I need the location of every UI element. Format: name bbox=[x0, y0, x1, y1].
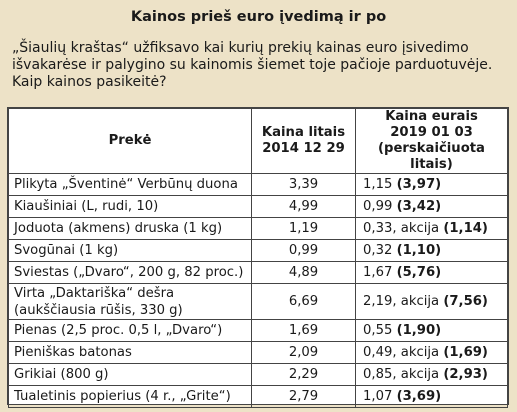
sale-note: akcija bbox=[400, 221, 440, 236]
converted-litai-value: (2,93) bbox=[443, 367, 488, 382]
price-litai-cell: 3,39 bbox=[252, 174, 356, 196]
price-eur-value: 1,67 bbox=[363, 265, 393, 280]
article-title: Kainos prieš euro įvedimą ir po bbox=[130, 9, 387, 25]
table-row bbox=[9, 386, 508, 408]
table-row bbox=[9, 196, 508, 218]
price-litai-cell: 4,99 bbox=[252, 196, 356, 218]
header-litai-date: 2014 12 29 bbox=[262, 141, 345, 156]
price-eur-cell bbox=[356, 218, 508, 240]
converted-litai-value: (3,42) bbox=[396, 199, 442, 214]
converted-litai-value: (3,97) bbox=[396, 177, 442, 192]
price-eur-cell bbox=[356, 364, 508, 386]
table-row bbox=[9, 240, 508, 262]
price-eur-value: 0,85, bbox=[363, 367, 397, 382]
header-eur-note: (perskaičiuota litais) bbox=[378, 141, 485, 172]
price-litai-cell: 2,29 bbox=[252, 364, 356, 386]
sale-note: akcija bbox=[400, 294, 440, 309]
product-cell: Sviestas („Dvaro“, 200 g, 82 proc.) bbox=[9, 262, 252, 284]
converted-litai-value: (1,10) bbox=[396, 243, 442, 258]
product-cell: Kiaušiniai (L, rudi, 10) bbox=[9, 196, 252, 218]
price-litai-cell: 1,69 bbox=[252, 320, 356, 342]
header-litai-label: Kaina litais bbox=[261, 125, 346, 140]
converted-litai-value: (5,76) bbox=[396, 265, 442, 280]
table-row bbox=[9, 284, 508, 320]
price-eur-value: 1,07 bbox=[363, 389, 393, 404]
price-eur-value: 0,55 bbox=[363, 323, 393, 338]
header-eur bbox=[356, 109, 508, 174]
price-eur-cell bbox=[356, 174, 508, 196]
price-eur-cell bbox=[356, 262, 508, 284]
converted-litai-value: (7,56) bbox=[443, 294, 488, 309]
price-eur-value: 0,99 bbox=[363, 199, 393, 214]
converted-litai-value: (1,69) bbox=[443, 345, 488, 360]
price-litai-cell: 1,19 bbox=[252, 218, 356, 240]
header-litai bbox=[252, 109, 356, 174]
table-row bbox=[9, 262, 508, 284]
table-header-row bbox=[9, 109, 508, 174]
price-litai-cell: 2,09 bbox=[252, 342, 356, 364]
intro-text: „Šiaulių kraštas“ užfiksavo kai kurių prekių kainas euro įsivedimo išvakarėse ir palygino su kainomis šiemet toje pačioje parduotuvėje. Kaip kainos pasikeitė? bbox=[12, 40, 493, 90]
converted-litai-value: (3,69) bbox=[396, 389, 442, 404]
product-cell: Pieniškas batonas bbox=[9, 342, 252, 364]
product-cell: Tualetinis popierius (4 r., „Grite“) bbox=[9, 386, 252, 408]
price-eur-value: 0,49, bbox=[363, 345, 397, 360]
price-eur-value: 0,33, bbox=[363, 221, 397, 236]
table-row bbox=[9, 364, 508, 386]
price-table-container bbox=[7, 107, 509, 405]
table-row bbox=[9, 342, 508, 364]
price-eur-value: 2,19, bbox=[363, 294, 397, 309]
price-eur-cell bbox=[356, 320, 508, 342]
header-eur-label: Kaina eurais bbox=[385, 109, 478, 124]
product-cell: Joduota (akmens) druska (1 kg) bbox=[9, 218, 252, 240]
product-cell: Plikyta „Šventinė“ Verbūnų duona bbox=[9, 174, 252, 196]
sale-note: akcija bbox=[400, 367, 440, 382]
converted-litai-value: (1,90) bbox=[396, 323, 442, 338]
product-cell: Grikiai (800 g) bbox=[9, 364, 252, 386]
price-eur-cell bbox=[356, 196, 508, 218]
sale-note: akcija bbox=[400, 345, 440, 360]
price-litai-cell: 4,89 bbox=[252, 262, 356, 284]
product-cell: Pienas (2,5 proc. 0,5 l, „Dvaro“) bbox=[9, 320, 252, 342]
price-litai-cell: 6,69 bbox=[252, 284, 356, 320]
price-eur-cell bbox=[356, 284, 508, 320]
price-table bbox=[8, 108, 508, 408]
product-cell: Svogūnai (1 kg) bbox=[9, 240, 252, 262]
header-product: Prekė bbox=[9, 109, 252, 174]
product-cell: Virta „Daktariška“ dešra (aukščiausia rūšis, 330 g) bbox=[9, 284, 252, 320]
table-row bbox=[9, 218, 508, 240]
price-eur-value: 1,15 bbox=[363, 177, 393, 192]
price-litai-cell: 0,99 bbox=[252, 240, 356, 262]
price-eur-cell bbox=[356, 240, 508, 262]
table-row bbox=[9, 320, 508, 342]
converted-litai-value: (1,14) bbox=[443, 221, 488, 236]
price-eur-cell bbox=[356, 386, 508, 408]
price-litai-cell: 2,79 bbox=[252, 386, 356, 408]
price-eur-value: 0,32 bbox=[363, 243, 393, 258]
header-eur-date: 2019 01 03 bbox=[390, 125, 473, 140]
price-eur-cell bbox=[356, 342, 508, 364]
table-row bbox=[9, 174, 508, 196]
